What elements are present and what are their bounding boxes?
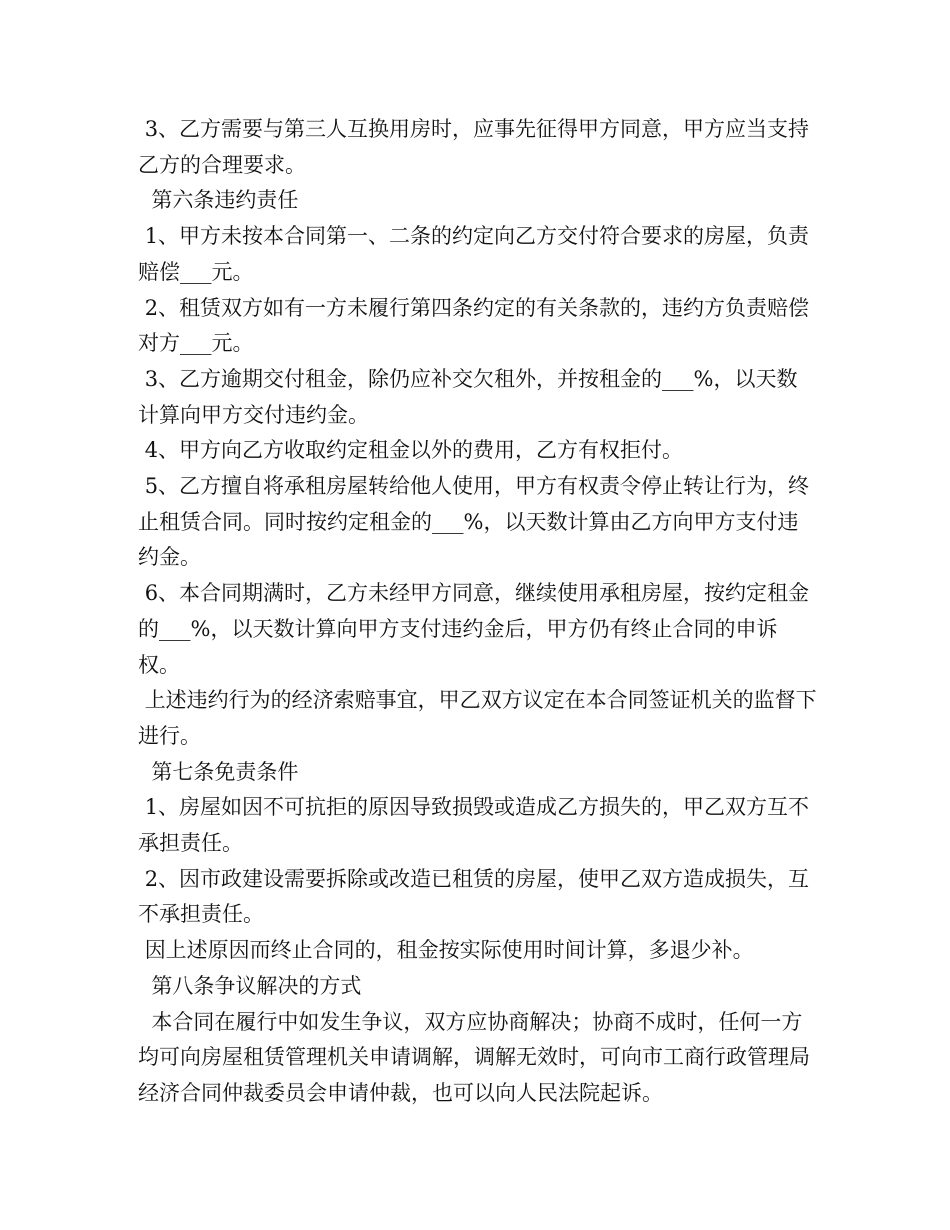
heading-article-6: 第六条违约责任 [138, 188, 299, 213]
paragraph-clause-5-3: 3、乙方需要与第三人互换用房时，应事先征得甲方同意，甲方应当支持乙方的合理要求。 [138, 117, 810, 177]
paragraph-clause-8-1: 本合同在履行中如发生争议，双方应协商解决；协商不成时，任何一方均可向房屋租赁管理机关申请调解，调解无效时，可向市工商行政管理局经济合同仲裁委员会申请仲裁，也可以向人民法院起诉。 [138, 1009, 810, 1105]
heading-article-7: 第七条免责条件 [138, 759, 299, 784]
paragraph-clause-6-note: 上述违约行为的经济索赔事宜，甲乙双方议定在本合同签证机关的监督下进行。 [138, 688, 817, 748]
paragraph-clause-6-6: 6、本合同期满时，乙方未经甲方同意，继续使用承租房屋，按约定租金的___%，以天数计算向甲方支付违约金后，甲方仍有终止合同的申诉权。 [138, 581, 810, 677]
paragraph-clause-7-2: 2、因市政建设需要拆除或改造已租赁的房屋，使甲乙双方造成损失，互不承担责任。 [138, 866, 810, 927]
paragraph-clause-7-1: 1、房屋如因不可抗拒的原因导致损毁或造成乙方损失的，甲乙双方互不承担责任。 [138, 795, 810, 856]
paragraph-clause-6-5: 5、乙方擅自将承租房屋转给他人使用，甲方有权责令停止转让行为，终止租赁合同。同时按约定租金的___%，以天数计算由乙方向甲方支付违约金。 [138, 474, 810, 570]
paragraph-clause-7-note: 因上述原因而终止合同的，租金按实际使用时间计算，多退少补。 [138, 938, 754, 963]
heading-article-8: 第八条争议解决的方式 [138, 973, 362, 998]
paragraph-clause-6-2: 2、租赁双方如有一方未履行第四条约定的有关条款的，违约方负责赔偿对方___元。 [138, 295, 810, 356]
document-body [138, 112, 818, 1112]
paragraph-clause-6-4: 4、甲方向乙方收取约定租金以外的费用，乙方有权拒付。 [138, 438, 684, 463]
paragraph-clause-6-1: 1、甲方未按本合同第一、二条的约定向乙方交付符合要求的房屋，负责赔偿___元。 [138, 224, 810, 284]
paragraph-clause-6-3: 3、乙方逾期交付租金，除仍应补交欠租外，并按租金的___%，以天数计算向甲方交付违约金。 [138, 366, 798, 427]
